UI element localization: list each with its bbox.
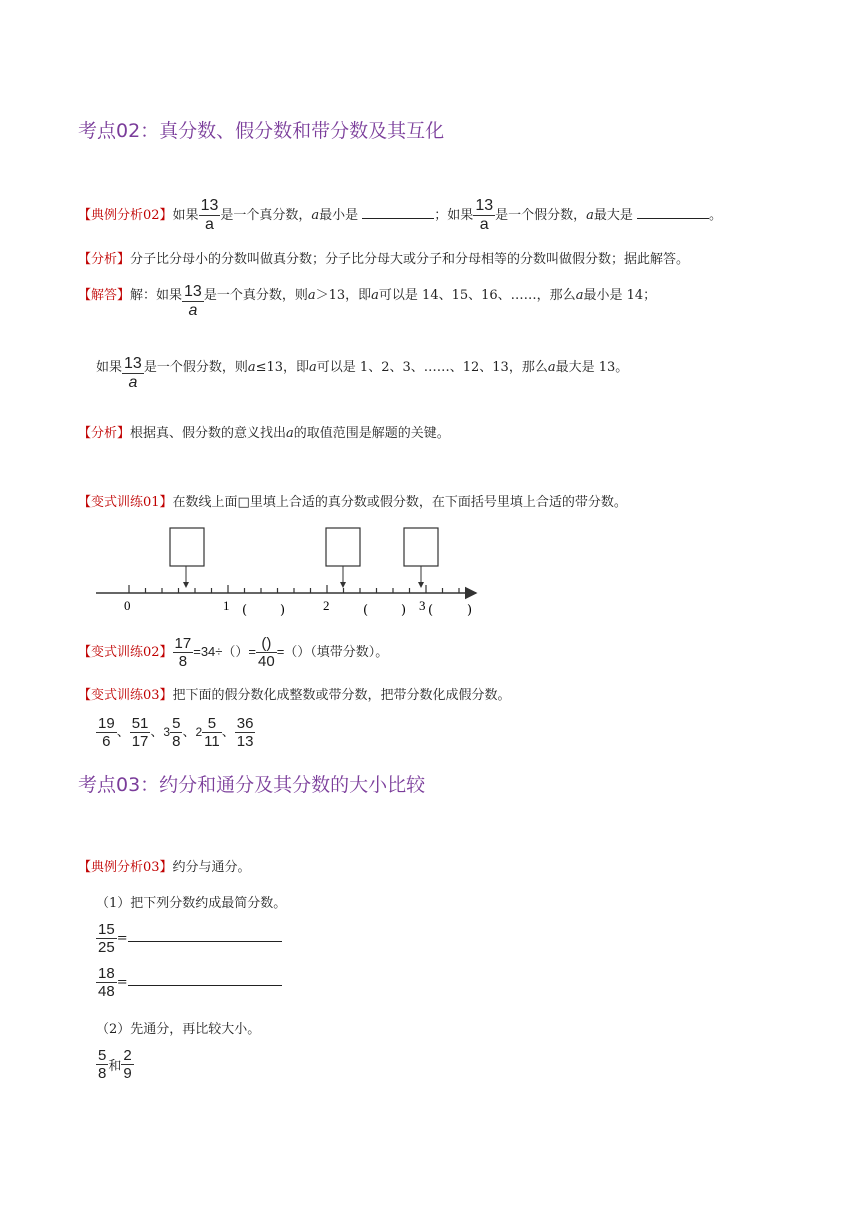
tick-label-0: 0	[124, 598, 131, 613]
fraction-item: $\frac{51}{17}$	[131, 715, 149, 750]
fraction: $\frac{13}{a}$	[124, 355, 142, 391]
fraction-item: $\frac{5}{11}$	[204, 715, 220, 750]
fraction-item: $\frac{36}{13}$	[236, 715, 254, 750]
part-1: （1）把下列分数约成最简分数。	[96, 896, 287, 911]
section-title: 考点03：约分和通分及其分数的大小比较	[78, 774, 426, 796]
number-line-ticks	[129, 585, 459, 593]
paren: (	[242, 603, 248, 618]
example-03: 【典例分析03】约分与通分。	[78, 860, 251, 875]
paren: )	[401, 603, 407, 618]
compare-item: $\frac{5}{8}$ 和 $\frac{2}{9}$	[98, 1047, 132, 1082]
fraction: $\frac{13}{a}$	[475, 197, 494, 233]
reduce-item-2: $\frac{18}{48}$ =	[96, 966, 282, 999]
paren: )	[280, 603, 286, 618]
variant-02: 【变式训练02】 $\frac{17}{8}$ =34÷（）= $\frac{()}{40}$ =（）（填带分数）。	[78, 635, 389, 670]
section-title: 考点02：真分数、假分数和带分数及其互化	[78, 120, 445, 142]
analysis-1: 【分析】分子比分母小的分数叫做真分数；分子比分母大或分子和分母相等的分数叫做假分数；据此解答。	[78, 252, 690, 267]
answer-box[interactable]	[170, 528, 204, 566]
tick-label-2: 2	[323, 598, 330, 613]
fraction-item: $\frac{5}{8}$	[172, 715, 181, 750]
tick-label-3: 3	[419, 598, 426, 613]
fraction: $\frac{15}{25}$	[98, 921, 115, 956]
fraction: $\frac{2}{9}$	[123, 1047, 132, 1082]
fraction: $\frac{5}{8}$	[98, 1047, 107, 1082]
answer-box[interactable]	[404, 528, 438, 566]
paren: )	[467, 603, 473, 618]
reduce-item-1: $\frac{15}{25}$ =	[96, 922, 282, 955]
answer-box[interactable]	[326, 528, 360, 566]
variant-03: 【变式训练03】把下面的假分数化成整数或带分数，把带分数化成假分数。	[78, 688, 511, 703]
paren: (	[428, 603, 434, 618]
fraction-list: $\frac{19}{6}$ 、 $\frac{51}{17}$ 、3 $\frac{5}{8}$ 、2 $\frac{5}{11}$ 、 $\frac{36}{13}$	[98, 715, 254, 750]
fraction: $\frac{18}{48}$	[98, 965, 115, 1000]
analysis-2: 【分析】根据真、假分数的意义找出a的取值范围是解题的关键。	[78, 426, 450, 441]
answer-line-1: 【解答】解：如果 $\frac{13}{a}$ 是一个真分数，则a＞13，即a可以是 14、15、16、……，那么a最小是 14；	[78, 283, 657, 319]
answer-line-2: 如果 $\frac{13}{a}$ 是一个假分数，则a≤13，即a可以是 1、2、3、……、12、13，那么a最大是 13。	[96, 355, 629, 391]
variant-01: 【变式训练01】在数线上面□里填上合适的真分数或假分数，在下面括号里填上合适的带分数。	[78, 495, 627, 510]
example-tag: 【典例分析02】	[78, 208, 173, 223]
answer-line[interactable]	[128, 931, 282, 942]
part-2: （2）先通分，再比较大小。	[96, 1022, 261, 1037]
fraction-item: $\frac{19}{6}$	[98, 715, 115, 750]
answer-blank[interactable]	[637, 206, 709, 219]
paren: (	[363, 603, 369, 618]
example-02: 【典例分析02】如果 $\frac{13}{a}$ 是一个真分数，a最小是 ；如果 $\frac{13}{a}$ 是一个假分数，a最大是 。	[78, 197, 723, 233]
answer-blank[interactable]	[362, 206, 434, 219]
answer-line[interactable]	[128, 975, 282, 986]
tick-label-1: 1	[223, 598, 230, 613]
number-line	[94, 522, 484, 622]
fraction: $\frac{()}{40}$	[258, 635, 275, 670]
fraction: $\frac{13}{a}$	[184, 283, 202, 319]
fraction: $\frac{17}{8}$	[174, 635, 192, 670]
fraction: $\frac{13}{a}$	[200, 197, 219, 233]
